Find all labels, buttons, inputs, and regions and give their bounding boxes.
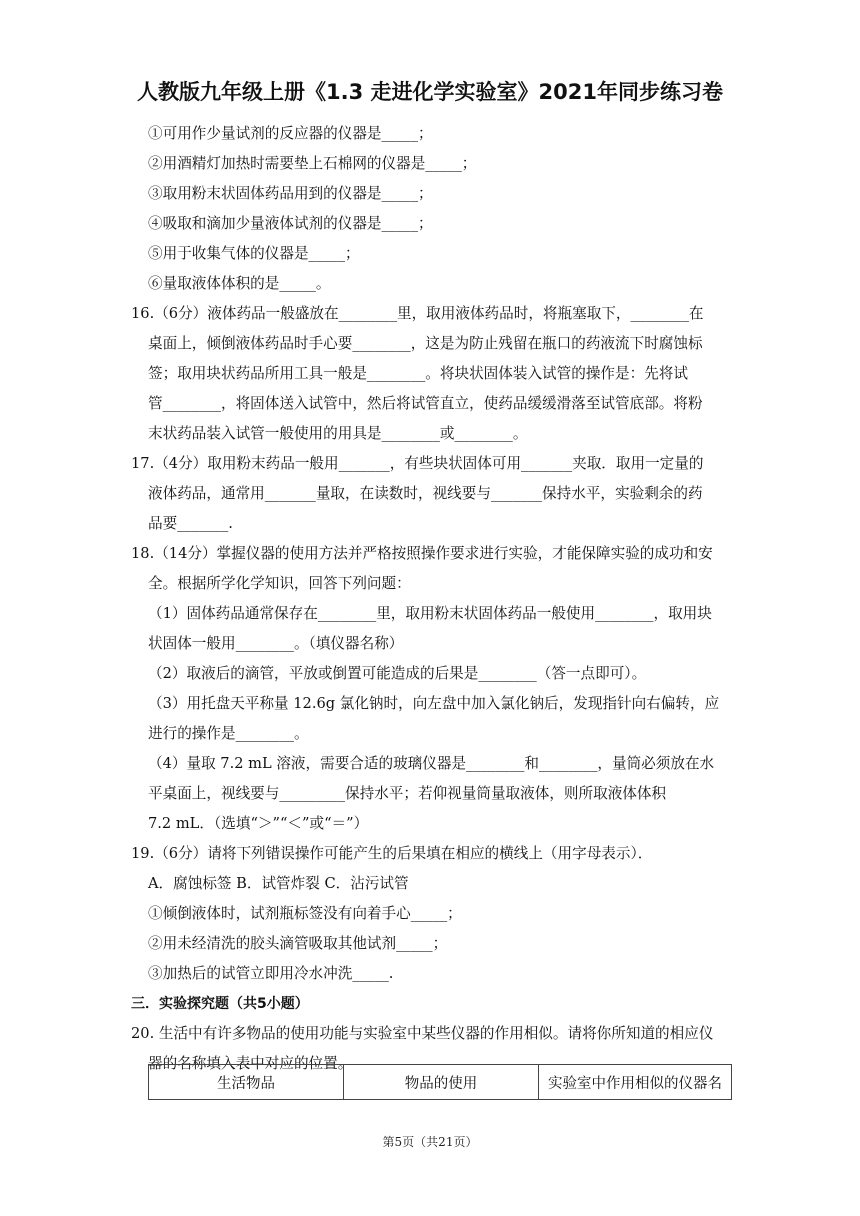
table-header-cell: 物品的使用 (344, 1065, 539, 1100)
question-line: 状固体一般用________。（填仪器名称） (148, 635, 404, 652)
question-line: 管________，将固体送入试管中，然后将试管直立，使药品缓缓滑落至试管底部。将粉 (148, 395, 703, 412)
question-line: （3）用托盘天平称量 12.6g 氯化钠时，向左盘中加入氯化钠后，发现指针向右偏转，应 (148, 695, 720, 712)
question-line: ①可用作少量试剂的反应器的仪器是_____； (148, 125, 433, 142)
question-line: ②用未经清洗的胶头滴管吸取其他试剂_____； (148, 935, 448, 952)
question-line: ⑥量取液体体积的是_____。 (148, 275, 331, 292)
page-title: 人教版九年级上册《1.3 走进化学实验室》2021年同步练习卷 (137, 80, 723, 104)
question-line: ①倾倒液体时，试剂瓶标签没有向着手心_____； (148, 905, 462, 922)
question-line: 签；取用块状药品所用工具一般是________。将块状固体装入试管的操作是：先将试 (148, 365, 688, 382)
question-line: 全。根据所学化学知识，回答下列问题： (148, 575, 411, 592)
question-17: 17.（4分）取用粉末药品一般用_______，有些块状固体可用_______夹取．取用一定量的 (131, 455, 704, 472)
question-line: A．腐蚀标签 B．试管炸裂 C．沾污试管 (148, 875, 409, 892)
question-line: （4）量取 7.2 mL 溶液，需要合适的玻璃仪器是________和________，量筒必须放在水 (148, 755, 715, 772)
question-20: 20. 生活中有许多物品的使用功能与实验室中某些仪器的作用相似。请将你所知道的相应仪 (131, 1025, 714, 1042)
question-line: 7.2 mL．（选填“＞”“＜”或“＝”） (148, 815, 369, 832)
table-header-cell: 生活物品 (149, 1065, 344, 1100)
document-body (131, 119, 731, 1079)
question-line: 末状药品装入试管一般使用的用具是________或________。 (148, 425, 528, 442)
question-line: （2）取液后的滴管，平放或倒置可能造成的后果是________（答一点即可）。 (148, 665, 647, 682)
question-19: 19.（6分）请将下列错误操作可能产生的后果填在相应的横线上（用字母表示）． (131, 845, 653, 862)
answer-table (148, 1064, 732, 1100)
question-line: ③取用粉末状固体药品用到的仪器是_____； (148, 185, 433, 202)
section-heading: 三．实验探究题（共5小题） (131, 996, 309, 1012)
question-line: 桌面上，倾倒液体药品时手心要________，这是为防止残留在瓶口的药液流下时腐蚀标 (148, 335, 703, 352)
question-16: 16.（6分）液体药品一般盛放在________里，取用液体药品时，将瓶塞取下，________在 (131, 305, 704, 322)
page-footer: 第5页（共21页） (382, 1135, 478, 1149)
table-header-cell: 实验室中作用相似的仪器名 (539, 1065, 732, 1100)
question-line: （1）固体药品通常保存在________里，取用粉末状固体药品一般使用________，取用块 (148, 605, 712, 622)
question-line: 进行的操作是________。 (148, 725, 309, 742)
question-line: ②用酒精灯加热时需要垫上石棉网的仪器是_____； (148, 155, 477, 172)
question-line: 品要_______. (148, 515, 233, 532)
question-line: ③加热后的试管立即用冷水冲洗_____. (148, 965, 394, 982)
question-18: 18.（14分）掌握仪器的使用方法并严格按照操作要求进行实验，才能保障实验的成功和安 (131, 545, 713, 562)
question-line: ⑤用于收集气体的仪器是_____； (148, 245, 360, 262)
question-line: 平桌面上，视线要与_________保持水平；若仰视量筒量取液体，则所取液体体积 (148, 785, 667, 802)
table-header-row (149, 1065, 732, 1100)
question-line: 液体药品，通常用_______量取，在读数时，视线要与_______保持水平，实验剩余的药 (148, 485, 703, 502)
question-line: 器的名称填入表中对应的位置。 (148, 1055, 353, 1072)
question-line: ④吸取和滴加少量液体试剂的仪器是_____； (148, 215, 433, 232)
